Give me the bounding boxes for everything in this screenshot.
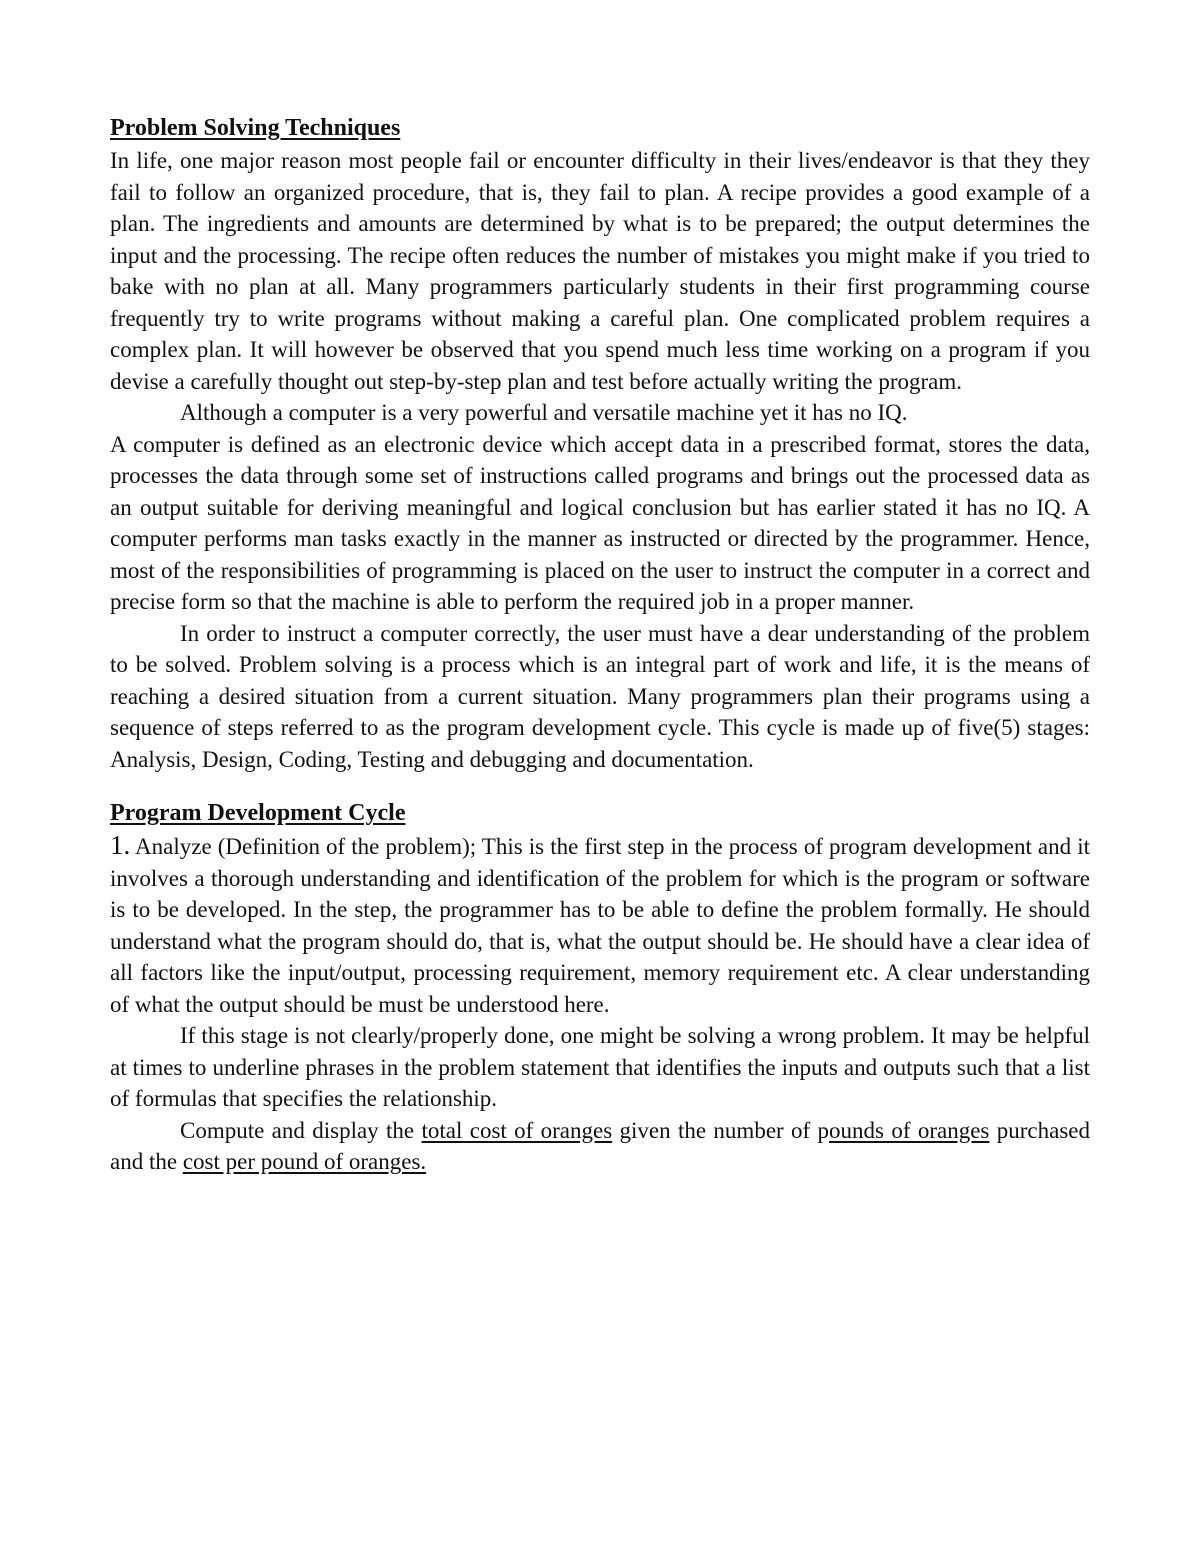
document-page — [110, 112, 1090, 1178]
section-heading-program-development-cycle: Program Development Cycle — [110, 800, 406, 826]
example-text: purchased and the — [110, 1117, 1090, 1174]
underlined-phrase-input: ounds of oranges — [829, 1117, 990, 1143]
step-number: 1. — [110, 830, 131, 860]
example-text: Compute and display the — [180, 1117, 422, 1143]
section-heading-problem-solving: Problem Solving Techniques — [110, 115, 401, 141]
paragraph-computer-definition: A computer is defined as an electronic device which accept data in a prescribed format, stores the data, processes the data through some set of instructions called programs and brings out the processed data as an output suitable for deriving meaningful and logical conclusion but has earlier stated it has no IQ. A computer performs man tasks exactly in the manner as instructed or directed by the programmer. Hence, most of the responsibilities of programming is placed on the user to instruct the computer in a correct and precise form so that the machine is able to perform the required job in a proper manner. — [110, 431, 1090, 614]
example-text: given the number of p — [612, 1117, 830, 1143]
paragraph-computer-iq: Although a computer is a very powerful and versatile machine yet it has no IQ. — [180, 400, 908, 425]
paragraph-intro: In life, one major reason most people fail or encounter difficulty in their lives/endeavor is that they they fail to follow an organized procedure, that is, they fail to plan. A recipe provides a good example of a plan. The ingredients and amounts are determined by what is to be prepared; the output determines the input and the processing. The recipe often reduces the number of mistakes you might make if you tried to bake with no plan at all. Many programmers particularly students in their first programming course frequently try to write programs without making a careful plan. One complicated problem requires a complex plan. It will however be observed that you spend much less time working on a program if you devise a carefully thought out step-by-step plan and test before actually writing the program. — [110, 148, 1090, 394]
underlined-phrase-input: cost per pound of oranges. — [182, 1149, 427, 1174]
paragraph-problem-solving: In order to instruct a computer correctly, the user must have a dear understanding of the problem to be solved. Problem solving is a process which is an integral part of work and life, it is the means of reaching a desired situation from a current situation. Many programmers plan their programs using a sequence of steps referred to as the program development cycle. This cycle is made up of five(5) stages: Analysis, Design, Coding, Testing and debugging and documentation. — [110, 620, 1090, 772]
step-analyze-text: Analyze (Definition of the problem); This is the first step in the process of program development and it involves a thorough understanding and identification of the problem for which is the program or software is to be developed. In the step, the programmer has to be able to define the problem formally. He should understand what the program should do, that is, what the output should be. He should have a clear idea of all factors like the input/output, processing requirement, memory requirement etc. A clear understanding of what the output should be must be understood here. — [110, 834, 1090, 1017]
paragraph-example — [110, 1115, 1090, 1178]
underlined-phrase-output: total cost of oranges — [421, 1117, 613, 1143]
paragraph-step-analyze — [110, 830, 1090, 1020]
section-spacer — [110, 775, 1090, 797]
paragraph-stage-warning: If this stage is not clearly/properly done, one might be solving a wrong problem. It may be helpful at times to underline phrases in the problem statement that identifies the inputs and outputs such that a list of formulas that specifies the relationship. — [110, 1023, 1090, 1111]
